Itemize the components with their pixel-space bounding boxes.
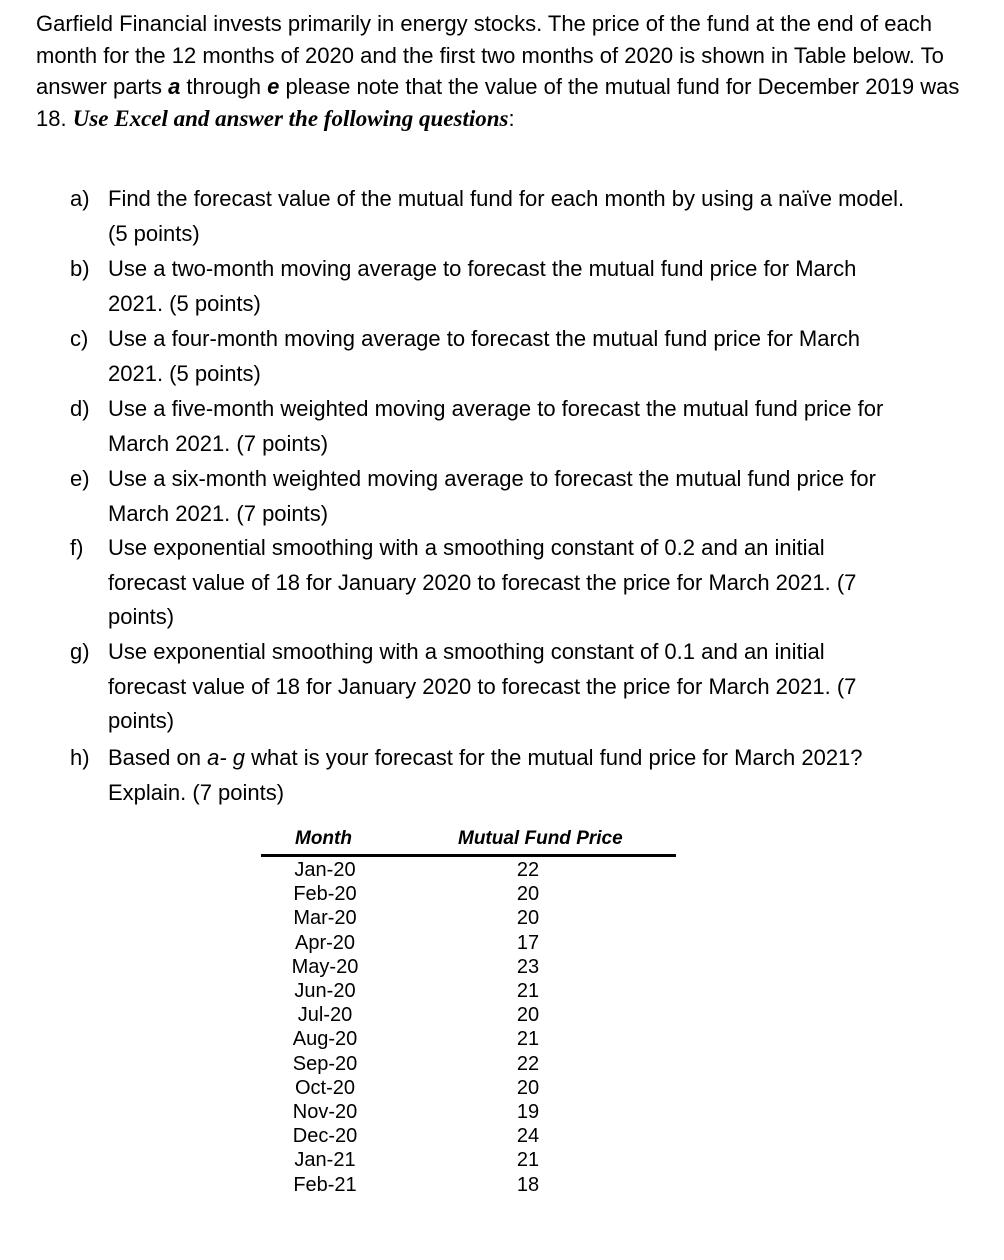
intro-text: please note that the value of the mutual fund for December 2019 was 18. [36, 74, 960, 131]
question-c [70, 321, 908, 391]
question-label: c) [70, 326, 89, 351]
month-cell: Dec-20 [292, 1125, 358, 1148]
month-cell: Jan-21 [294, 1149, 356, 1172]
month-column-header: Month [295, 828, 352, 849]
question-text: Use a two-month moving average to forecast the mutual fund price for March 2021. (5 points) [108, 256, 857, 316]
part-e-ref: e [267, 74, 280, 99]
table-row [261, 1076, 676, 1100]
table-row [261, 1100, 676, 1124]
price-cell: 17 [516, 931, 540, 954]
question-text: Use exponential smoothing with a smoothing constant of 0.1 and an initial forecast value of 18 for January 2020 to forecast the price for March 2021. (7 points) [108, 639, 857, 733]
intro-text: : [508, 105, 515, 131]
intro-text: Garfield Financial invests primarily in energy stocks. The price of the fund at the end of each month for the 12 months of 2020 and the first two months of 2020 is shown in Table below. To answer parts [36, 11, 944, 99]
question-f [70, 531, 908, 635]
question-label: e) [70, 466, 90, 491]
question-d [70, 391, 908, 461]
question-label: b) [70, 256, 90, 281]
table-row [261, 979, 676, 1003]
price-cell: 20 [516, 1076, 540, 1099]
question-label: g) [70, 639, 90, 664]
month-cell: Jul-20 [297, 1004, 353, 1027]
table-row [261, 858, 676, 882]
price-cell: 19 [516, 1101, 540, 1123]
month-cell: May-20 [291, 955, 359, 978]
intro-paragraph [36, 8, 976, 134]
table-row [261, 882, 676, 906]
question-label: h) [70, 745, 90, 770]
table-row [261, 955, 676, 979]
table-row [261, 1052, 676, 1076]
price-cell: 22 [516, 859, 540, 881]
question-text: Use a five-month weighted moving average to forecast the mutual fund price for March 2021. (7 points) [108, 396, 884, 456]
month-cell: Nov-20 [292, 1101, 358, 1123]
question-text: Based on [108, 745, 208, 770]
table-row [261, 931, 676, 955]
price-cell: 21 [516, 1149, 540, 1172]
month-cell: Aug-20 [292, 1028, 358, 1051]
question-label: a) [70, 186, 90, 211]
question-text: Find the forecast value of the mutual fund for each month by using a naïve model. (5 points) [108, 186, 905, 246]
month-cell: Mar-20 [293, 907, 357, 930]
price-cell: 20 [516, 907, 540, 930]
question-text: Use a four-month moving average to forecast the mutual fund price for March 2021. (5 points) [108, 326, 861, 386]
question-h [70, 740, 908, 810]
header-rule [261, 854, 676, 857]
table-row [261, 906, 676, 930]
question-ref: a- g [207, 745, 245, 770]
table-row [261, 1148, 676, 1172]
question-text: what is your forecast for the mutual fund price for March 2021? Explain. (7 points) [108, 745, 863, 805]
price-cell: 21 [516, 980, 540, 1002]
month-cell: Jun-20 [294, 980, 356, 1002]
question-e [70, 461, 908, 531]
price-cell: 21 [516, 1028, 540, 1051]
price-cell: 18 [516, 1173, 540, 1196]
price-cell: 22 [516, 1052, 540, 1075]
table-row [261, 1173, 676, 1197]
intro-text: through [180, 74, 268, 99]
question-a [70, 181, 908, 251]
month-cell: Oct-20 [294, 1076, 356, 1099]
month-cell: Jan-20 [294, 859, 356, 881]
price-cell: 24 [516, 1125, 540, 1148]
part-a-ref: a [168, 74, 181, 99]
excel-instruction: Use Excel and answer the following questions [72, 105, 509, 131]
table-header [261, 826, 676, 854]
price-cell: 20 [516, 883, 540, 906]
table-row [261, 1124, 676, 1148]
month-cell: Feb-21 [293, 1173, 357, 1196]
month-cell: Feb-20 [293, 883, 357, 906]
table-row [261, 1003, 676, 1027]
question-b [70, 251, 908, 321]
month-cell: Sep-20 [292, 1052, 358, 1075]
question-label: d) [70, 396, 90, 421]
price-column-header: Mutual Fund Price [458, 828, 623, 849]
question-g [70, 635, 908, 739]
month-cell: Apr-20 [294, 931, 356, 954]
question-text: Use exponential smoothing with a smoothing constant of 0.2 and an initial forecast value of 18 for January 2020 to forecast the price for March 2021. (7 points) [108, 535, 857, 629]
question-text: Use a six-month weighted moving average to forecast the mutual fund price for March 2021. (7 points) [108, 466, 876, 526]
price-cell: 23 [516, 955, 540, 978]
price-cell: 20 [516, 1004, 540, 1027]
question-label: f) [70, 535, 84, 560]
table-row [261, 1027, 676, 1051]
